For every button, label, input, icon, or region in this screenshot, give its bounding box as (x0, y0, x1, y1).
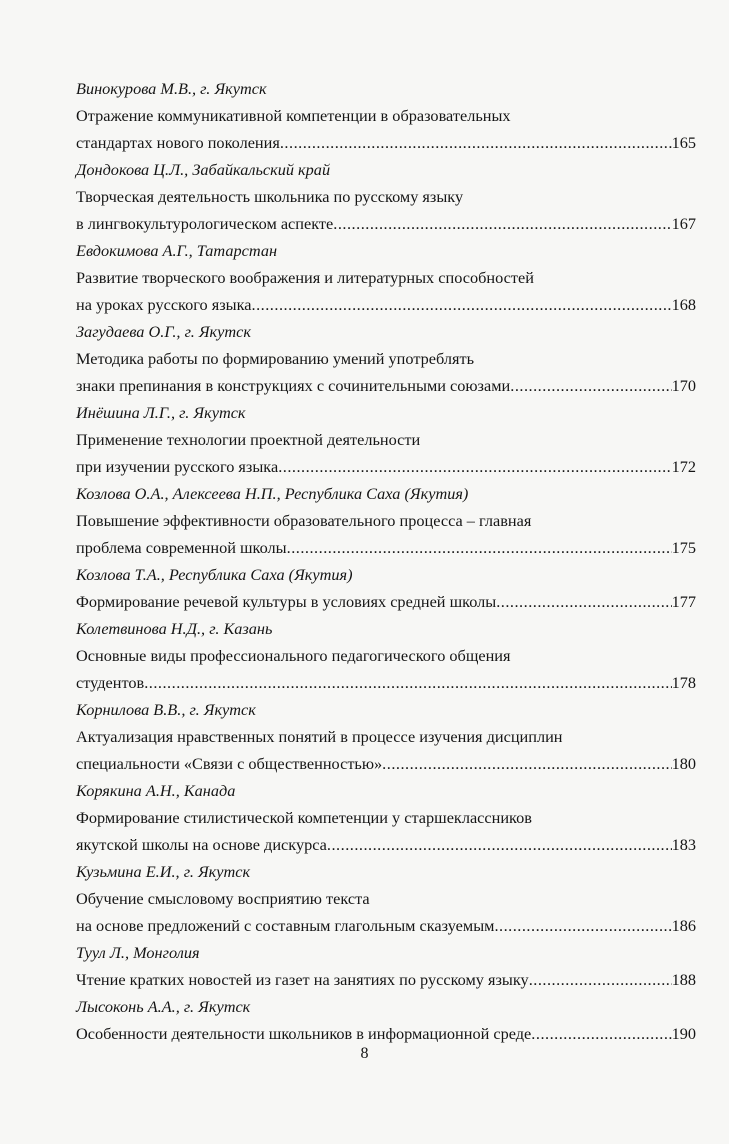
toc-entry (76, 777, 696, 858)
toc-entry-final-line (76, 372, 696, 399)
toc-entry-final-line (76, 588, 696, 615)
toc-entry-title-line: Методика работы по формированию умений употреблять (76, 349, 475, 368)
dot-leader (252, 291, 672, 318)
toc-entry (76, 858, 696, 939)
toc-entry-final-line (76, 831, 696, 858)
toc-entry (76, 939, 696, 993)
toc-entry-author: Туул Л., Монголия (76, 943, 200, 962)
toc-entry-page: 167 (671, 214, 696, 233)
toc-entry-author: Корнилова В.В., г. Якутск (76, 700, 256, 719)
toc-entry-final-line (76, 210, 696, 237)
toc-entry-title-end: на основе предложений с составным глагольным сказуемым (76, 916, 495, 935)
toc-entry-title-end: студентов (76, 673, 145, 692)
toc-entry-final-line (76, 912, 696, 939)
toc-entry-final-line (76, 129, 696, 156)
toc-entry-page: 188 (671, 970, 696, 989)
toc-entry (76, 399, 696, 480)
toc-entry-title-end: Формирование речевой культуры в условиях средней школы (76, 592, 497, 611)
toc-entry-page: 186 (671, 916, 696, 935)
toc-entry-title-line: Отражение коммуникативной компетенции в образовательных (76, 106, 511, 125)
toc-entry-title-line: Обучение смысловому восприятию текста (76, 889, 370, 908)
dot-leader (529, 966, 672, 993)
toc-entry (76, 75, 696, 156)
toc-entry-title-end: в лингвокультурологическом аспекте (76, 214, 334, 233)
table-of-contents (76, 75, 696, 1047)
toc-entry (76, 615, 696, 696)
toc-entry-title-end: Чтение кратких новостей из газет на занятиях по русскому языку (76, 970, 529, 989)
toc-entry-title-line: Основные виды профессионального педагогического общения (76, 646, 511, 665)
toc-entry (76, 156, 696, 237)
toc-entry-author: Дондокова Ц.Л., Забайкальский край (76, 160, 331, 179)
dot-leader (333, 210, 671, 237)
toc-entry-title-line: Творческая деятельность школьника по русскому языку (76, 187, 464, 206)
toc-entry-author: Корякина А.Н., Канада (76, 781, 236, 800)
toc-entry-title-line: Актуализация нравственных понятий в процессе изучения дисциплин (76, 727, 563, 746)
toc-entry-title-line: Развитие творческого воображения и литературных способностей (76, 268, 534, 287)
toc-entry (76, 480, 696, 561)
toc-entry-page: 165 (671, 133, 696, 152)
toc-entry-page: 172 (671, 457, 696, 476)
toc-entry-title-end: знаки препинания в конструкциях с сочинительными союзами (76, 376, 511, 395)
dot-leader (531, 1020, 671, 1047)
toc-entry-title-line: Формирование стилистической компетенции у старшеклассников (76, 808, 532, 827)
toc-entry (76, 696, 696, 777)
toc-entry-title-end: стандартах нового поколения (76, 133, 280, 152)
dot-leader (144, 669, 671, 696)
toc-entry-page: 180 (671, 754, 696, 773)
dot-leader (327, 831, 672, 858)
toc-entry-title-line: Применение технологии проектной деятельности (76, 430, 421, 449)
toc-entry (76, 561, 696, 615)
toc-entry-page: 190 (671, 1024, 696, 1043)
toc-entry-author: Инёшина Л.Г., г. Якутск (76, 403, 246, 422)
toc-entry-title-end: при изучении русского языка (76, 457, 279, 476)
dot-leader (382, 750, 671, 777)
toc-entry-title-end: проблема современной школы (76, 538, 287, 557)
toc-entry-title-end: специальности «Связи с общественностью» (76, 754, 383, 773)
dot-leader (280, 129, 672, 156)
toc-entry-page: 175 (671, 538, 696, 557)
toc-entry-author: Кузьмина Е.И., г. Якутск (76, 862, 251, 881)
toc-entry-author: Козлова О.А., Алексеева Н.П., Республика Саха (Якутия) (76, 484, 469, 503)
toc-entry (76, 237, 696, 318)
dot-leader (510, 372, 671, 399)
dot-leader (494, 912, 671, 939)
toc-entry-title-end: якутской школы на основе дискурса (76, 835, 327, 854)
toc-entry-title-line: Повышение эффективности образовательного процесса – главная (76, 511, 532, 530)
dot-leader (278, 453, 671, 480)
page-number: 8 (360, 1045, 369, 1062)
toc-entry-page: 168 (671, 295, 696, 314)
toc-entry-final-line (76, 669, 696, 696)
toc-entry-title-end: Особенности деятельности школьников в информационной среде (76, 1024, 532, 1043)
toc-entry-final-line (76, 453, 696, 480)
dot-leader (496, 588, 671, 615)
toc-entry-author: Загудаева О.Г., г. Якутск (76, 322, 251, 341)
toc-entry-final-line (76, 966, 696, 993)
toc-entry-author: Козлова Т.А., Республика Саха (Якутия) (76, 565, 353, 584)
toc-entry (76, 993, 696, 1047)
toc-entry-author: Винокурова М.В., г. Якутск (76, 79, 267, 98)
toc-entry-page: 170 (671, 376, 696, 395)
toc-entry-title-end: на уроках русского языка (76, 295, 252, 314)
toc-entry-page: 178 (671, 673, 696, 692)
toc-entry-final-line (76, 534, 696, 561)
toc-entry-author: Евдокимова А.Г., Татарстан (76, 241, 278, 260)
toc-entry-author: Колетвинова Н.Д., г. Казань (76, 619, 273, 638)
toc-entry-final-line (76, 291, 696, 318)
toc-entry-page: 183 (671, 835, 696, 854)
toc-entry (76, 318, 696, 399)
toc-entry-final-line (76, 1020, 696, 1047)
toc-entry-author: Лысоконь А.А., г. Якутск (76, 997, 251, 1016)
dot-leader (287, 534, 672, 561)
toc-entry-final-line (76, 750, 696, 777)
toc-entry-page: 177 (671, 592, 696, 611)
